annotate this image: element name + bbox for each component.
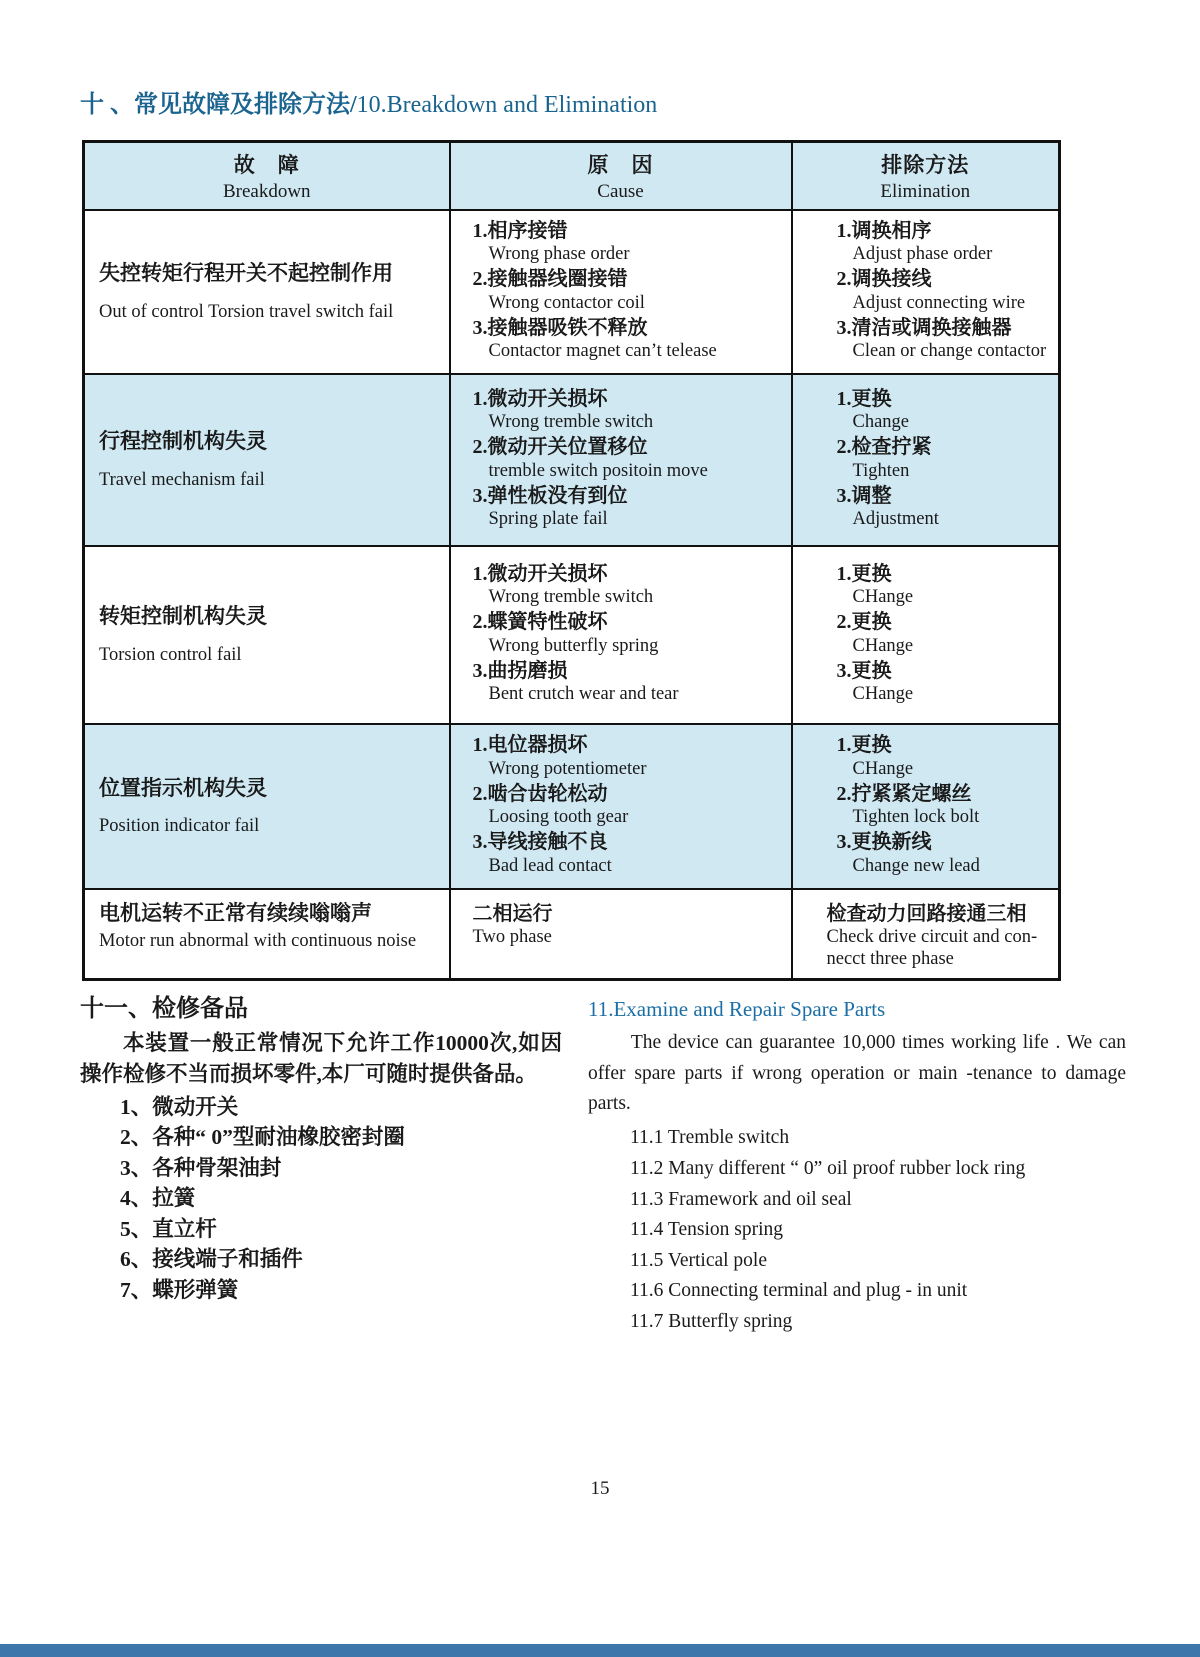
cause-cell <box>450 889 792 980</box>
cause-zh: 1.相序接错 <box>472 219 568 242</box>
header-elimination-en: Elimination <box>880 180 971 202</box>
elimination-en: CHange <box>852 758 914 779</box>
list-item: 11.6 Connecting terminal and plug - in unit <box>630 1280 968 1302</box>
breakdown-zh: 转矩控制机构失灵 <box>99 604 267 629</box>
cause-en: Wrong butterfly spring <box>488 635 659 656</box>
list-item: 6、接线端子和插件 <box>120 1247 303 1272</box>
list-item: 1、微动开关 <box>120 1094 239 1119</box>
elimination-cell <box>792 374 1060 546</box>
breakdown-en: Travel mechanism fail <box>99 469 265 490</box>
section11-english-column <box>588 997 1126 1338</box>
breakdown-zh: 位置指示机构失灵 <box>99 775 267 800</box>
cause-en: Contactor magnet can’t telease <box>488 341 717 362</box>
cause-en: Wrong phase order <box>488 244 630 265</box>
cause-en: Wrong contactor coil <box>488 292 645 313</box>
header-cause-zh: 原 因 <box>587 152 654 177</box>
header-elimination <box>792 142 1060 210</box>
page-number: 15 <box>590 1478 610 1499</box>
list-item: 11.1 Tremble switch <box>630 1127 790 1149</box>
table-header-row <box>84 142 1060 210</box>
fault-table <box>82 140 1061 981</box>
header-elimination-zh: 排除方法 <box>881 152 970 177</box>
elimination-zh: 2.检查拧紧 <box>836 436 932 459</box>
cause-cell <box>450 546 792 724</box>
section10-title <box>80 84 657 119</box>
cause-en: Bent crutch wear and tear <box>488 684 679 705</box>
list-item: 2、各种“ 0”型耐油橡胶密封圈 <box>120 1125 405 1150</box>
spare-parts-list-en <box>630 1123 1126 1337</box>
section11-paragraph-zh: 本装置一般正常情况下允许工作10000次,如因操作检修不当而损坏零件,本厂可随时提供备品。 <box>80 1030 562 1086</box>
elimination-en: Adjustment <box>852 509 939 530</box>
breakdown-en: Out of control Torsion travel switch fail <box>99 301 394 322</box>
section10-title-zh: 十 、常见故障及排除方法/ <box>80 92 357 118</box>
list-item: 5、直立杆 <box>120 1216 217 1241</box>
cause-en: Wrong potentiometer <box>488 758 647 779</box>
bottom-decorative-bar <box>0 1644 1200 1657</box>
cause-cell <box>450 374 792 546</box>
cause-zh: 2.微动开关位置移位 <box>472 436 648 459</box>
elimination-zh: 3.调整 <box>836 484 892 507</box>
elimination-en: Change <box>852 412 910 433</box>
cause-zh: 2.蝶簧特性破坏 <box>472 611 608 634</box>
elimination-zh: 3.更换新线 <box>836 831 932 854</box>
table-row <box>84 546 1060 724</box>
elimination-zh: 1.更换 <box>836 562 892 585</box>
elimination-en: Change new lead <box>852 855 980 876</box>
elimination-cell <box>792 210 1060 374</box>
breakdown-zh: 失控转矩行程开关不起控制作用 <box>99 261 393 286</box>
elimination-en: Adjust phase order <box>852 244 993 265</box>
elimination-zh: 3.清洁或调换接触器 <box>836 316 1012 339</box>
breakdown-cell <box>84 210 450 374</box>
elimination-zh: 2.更换 <box>836 611 892 634</box>
cause-zh: 1.电位器损坏 <box>472 734 588 757</box>
section11-chinese-column <box>80 995 562 1305</box>
breakdown-en: Motor run abnormal with continuous noise <box>99 930 417 951</box>
list-item: 11.7 Butterfly spring <box>630 1311 793 1333</box>
breakdown-cell <box>84 374 450 546</box>
elimination-cell <box>792 546 1060 724</box>
elimination-en: Adjust connecting wire <box>852 292 1026 313</box>
header-breakdown <box>84 142 450 210</box>
elimination-en: Tighten <box>852 460 910 481</box>
header-cause <box>450 142 792 210</box>
elimination-zh: 2.拧紧紧定螺丝 <box>836 782 972 805</box>
table-row <box>84 210 1060 374</box>
table-row <box>84 724 1060 889</box>
breakdown-zh: 电机运转不正常有续续嗡嗡声 <box>99 900 372 925</box>
elimination-en: CHange <box>852 684 914 705</box>
elimination-zh: 2.调换接线 <box>836 268 932 291</box>
section11-paragraph-en: The device can guarantee 10,000 times working life . We can offer spare parts if wrong operation or main -tenance to damage parts. <box>588 1032 1126 1114</box>
cause-cell <box>450 724 792 889</box>
section11-title-zh: 十一、检修备品 <box>80 996 248 1022</box>
breakdown-en: Position indicator fail <box>99 816 260 837</box>
cause-en: Two phase <box>472 926 552 947</box>
elimination-zh: 1.更换 <box>836 734 892 757</box>
cause-zh: 3.弹性板没有到位 <box>472 484 628 507</box>
elimination-en: Clean or change contactor <box>852 341 1047 362</box>
cause-zh: 3.导线接触不良 <box>472 831 608 854</box>
cause-en: Wrong tremble switch <box>488 412 654 433</box>
elimination-en: Tighten lock bolt <box>852 807 980 828</box>
table-row <box>84 374 1060 546</box>
elimination-cell <box>792 724 1060 889</box>
elimination-en: CHange <box>852 587 914 608</box>
header-breakdown-en: Breakdown <box>222 180 311 202</box>
cause-zh: 2.啮合齿轮松动 <box>472 782 608 805</box>
elimination-zh: 1.调换相序 <box>836 219 932 242</box>
cause-en: Spring plate fail <box>488 509 608 530</box>
cause-en: Wrong tremble switch <box>488 587 654 608</box>
elimination-en: CHange <box>852 635 914 656</box>
breakdown-zh: 行程控制机构失灵 <box>99 429 267 454</box>
list-item: 4、拉簧 <box>120 1186 196 1211</box>
section10-title-en: 10.Breakdown and Elimination <box>356 92 658 118</box>
cause-zh: 2.接触器线圈接错 <box>472 268 628 291</box>
table-row <box>84 889 1060 980</box>
elimination-zh: 检查动力回路接通三相 <box>826 902 1027 925</box>
list-item: 11.2 Many different “ 0” oil proof rubber lock ring <box>630 1158 1026 1180</box>
spare-parts-list-zh <box>120 1092 562 1306</box>
cause-zh: 1.微动开关损坏 <box>472 387 608 410</box>
list-item: 7、蝶形弹簧 <box>120 1277 239 1302</box>
cause-en: Bad lead contact <box>488 855 612 876</box>
section11-title-en: 11.Examine and Repair Spare Parts <box>588 997 886 1021</box>
cause-zh: 3.曲拐磨损 <box>472 659 568 682</box>
elimination-zh: 3.更换 <box>836 659 892 682</box>
breakdown-cell <box>84 724 450 889</box>
cause-en: tremble switch positoin move <box>488 460 708 481</box>
breakdown-en: Torsion control fail <box>99 644 242 665</box>
cause-zh: 1.微动开关损坏 <box>472 562 608 585</box>
header-cause-en: Cause <box>597 180 644 202</box>
elimination-zh: 1.更换 <box>836 387 892 410</box>
list-item: 11.4 Tension spring <box>630 1219 784 1241</box>
cause-en: Loosing tooth gear <box>488 807 629 828</box>
cause-zh: 3.接触器吸铁不释放 <box>472 316 648 339</box>
breakdown-cell <box>84 546 450 724</box>
elimination-en: Check drive circuit and con-necct three phase <box>826 926 1038 970</box>
list-item: 3、各种骨架油封 <box>120 1155 282 1180</box>
list-item: 11.5 Vertical pole <box>630 1249 768 1271</box>
cause-zh: 二相运行 <box>472 902 553 925</box>
cause-cell <box>450 210 792 374</box>
breakdown-cell <box>84 889 450 980</box>
header-breakdown-zh: 故 障 <box>233 152 300 177</box>
elimination-cell <box>792 889 1060 980</box>
list-item: 11.3 Framework and oil seal <box>630 1188 852 1210</box>
